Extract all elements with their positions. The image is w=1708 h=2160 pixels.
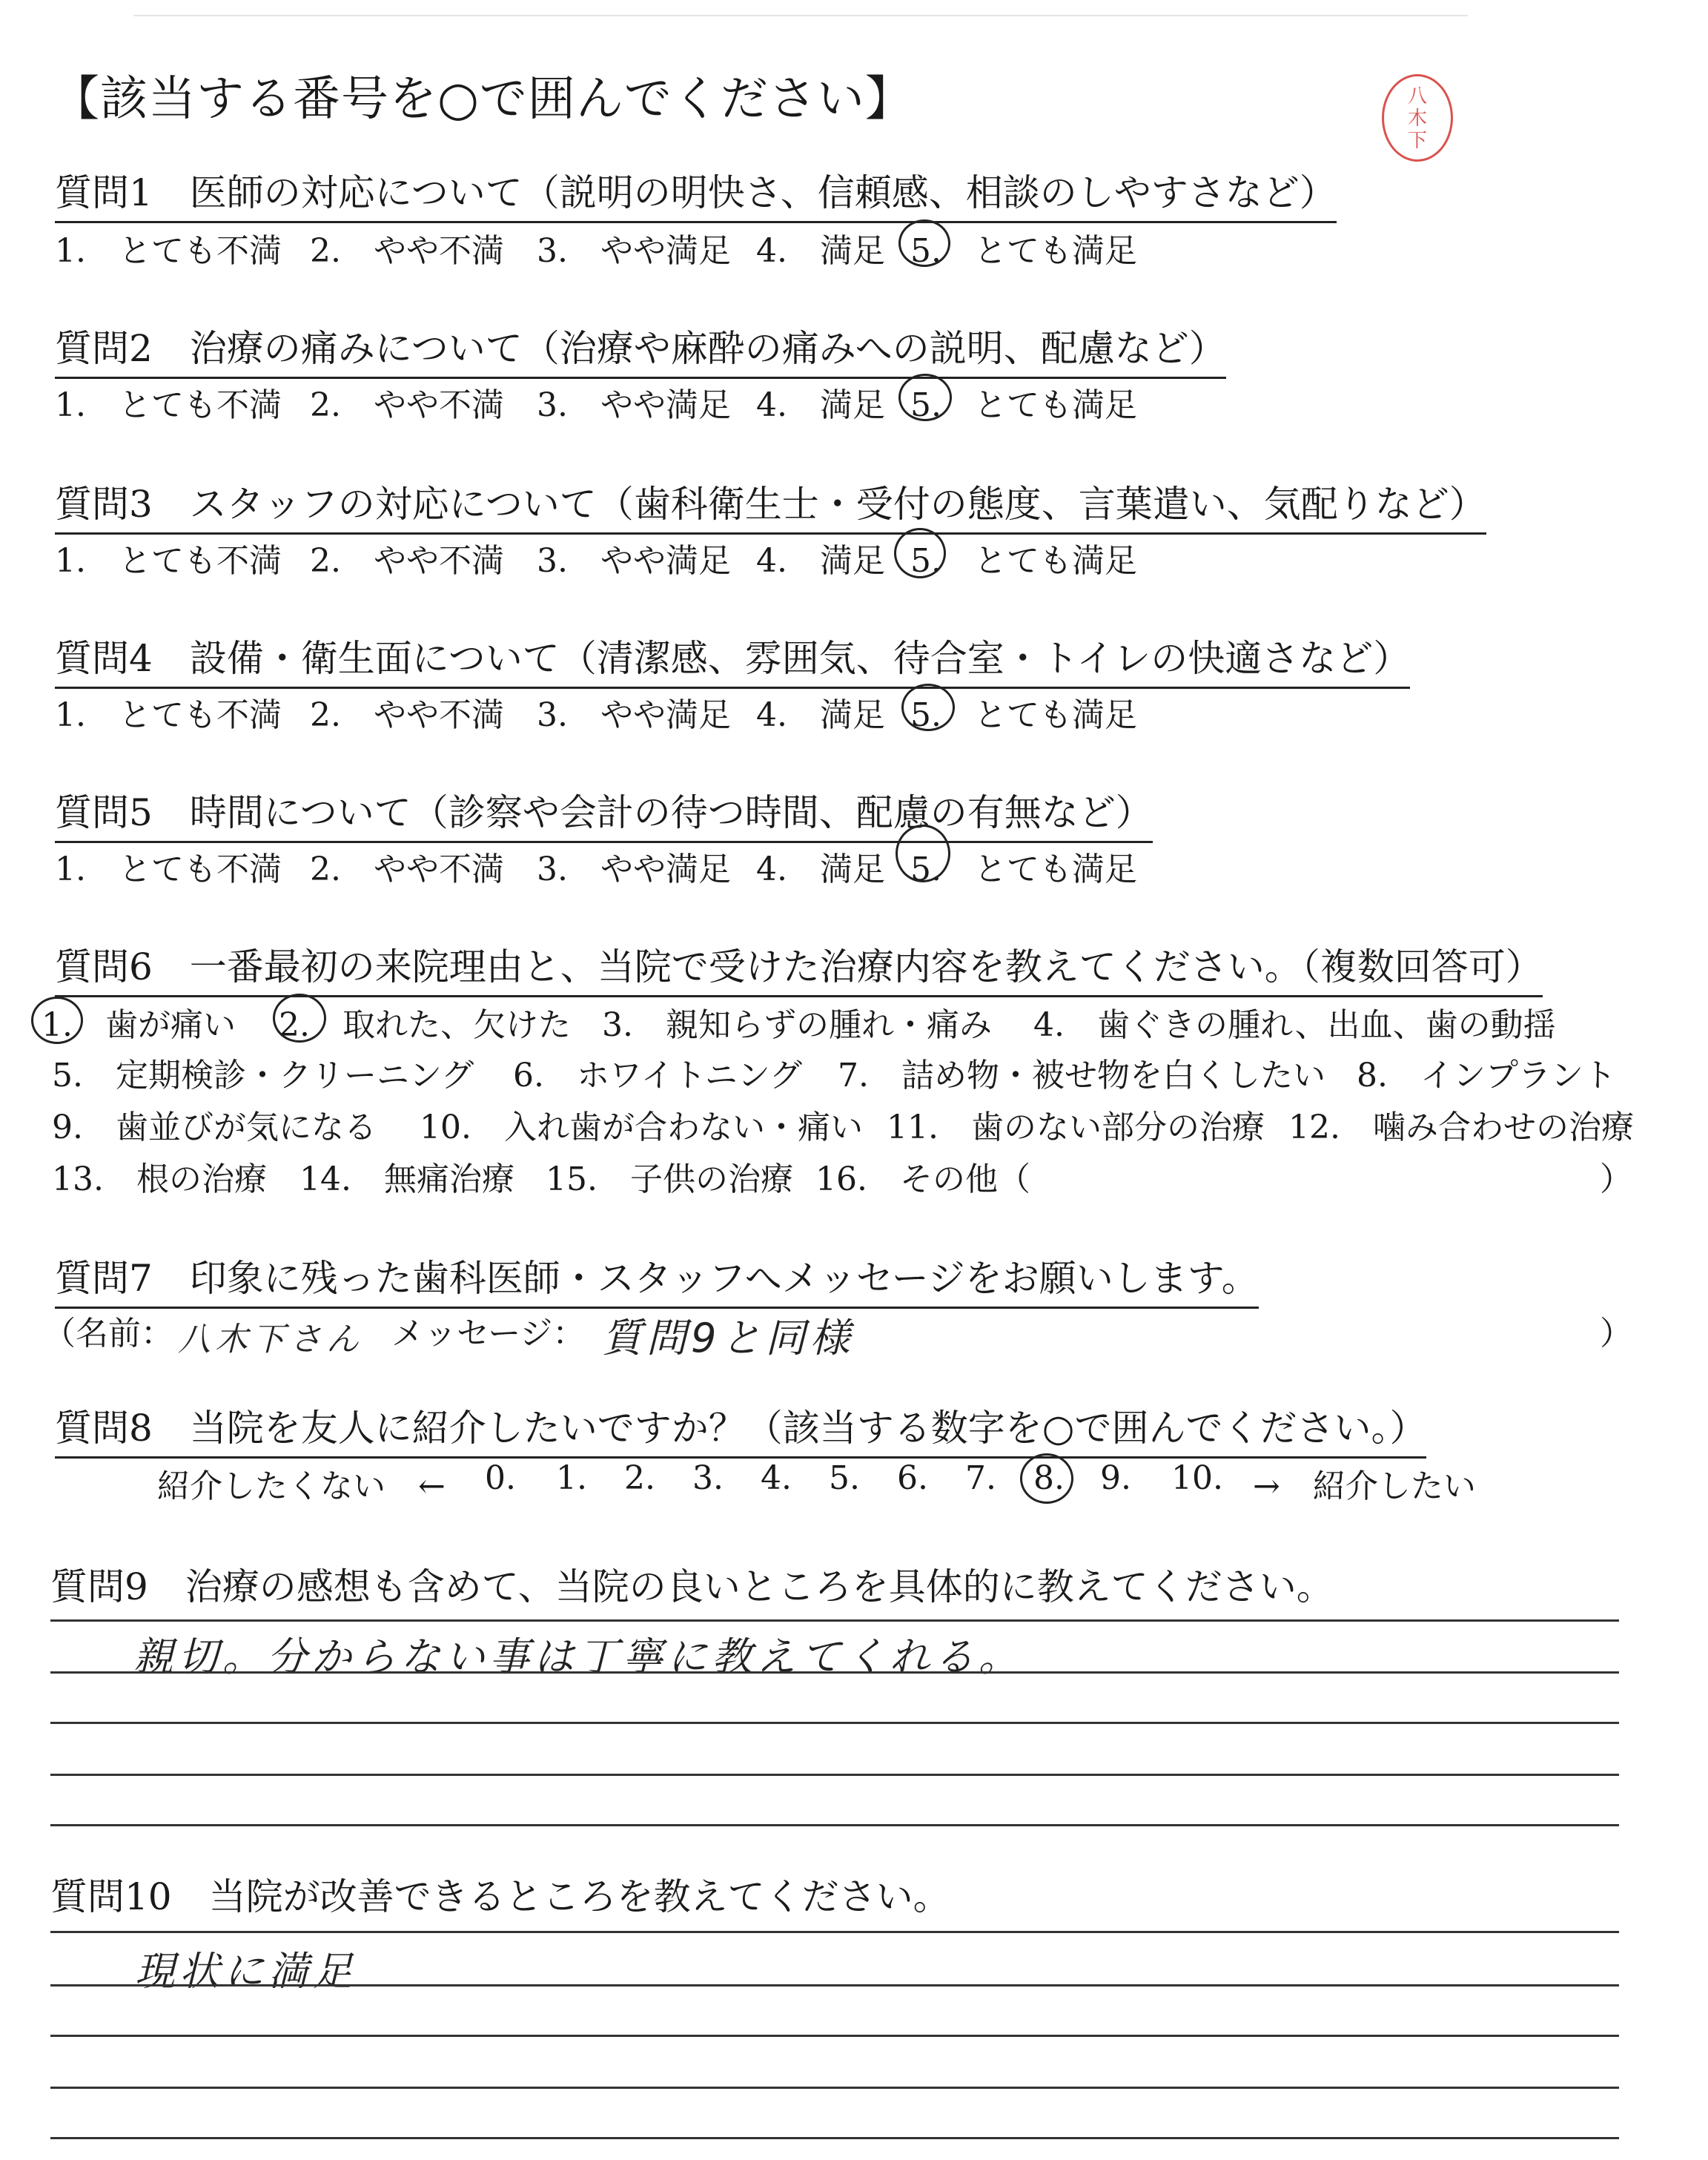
q6-option-2[interactable]: 2. 取れた、欠けた: [279, 1006, 571, 1044]
q8-option-4[interactable]: 4.: [761, 1459, 792, 1497]
q5-selected-circle: [896, 825, 950, 882]
q6-option-4[interactable]: 4. 歯ぐきの腫れ、出血、歯の動揺: [1033, 1006, 1556, 1044]
name-stamp: 八木下: [1382, 74, 1453, 162]
q10-answer-line-4: [50, 2087, 1619, 2089]
page-title: 【該当する番号を○で囲んでください】: [52, 72, 913, 127]
q8-option-1[interactable]: 1.: [556, 1459, 587, 1497]
q6-other-close: ）: [1600, 1160, 1632, 1198]
q4-option-3[interactable]: 3. やや満足: [537, 696, 731, 734]
q7-close-paren: ）: [1600, 1315, 1632, 1353]
q2-selected-circle: [898, 374, 952, 421]
q9-answer-line-2: [50, 1671, 1619, 1674]
question-1: 質問1 医師の対応について（説明の明快さ、信頼感、相談のしやすさなど）: [55, 163, 1337, 223]
q4-selected-circle: [901, 684, 955, 731]
q7-message-value[interactable]: 質問9と同様: [602, 1315, 855, 1361]
q6-option-10[interactable]: 10. 入れ歯が合わない・痛い: [420, 1109, 863, 1146]
q8-option-5[interactable]: 5.: [829, 1459, 860, 1497]
q3-option-4[interactable]: 4. 満足: [756, 542, 885, 580]
q1-option-5[interactable]: 5. とても満足: [910, 232, 1137, 270]
q6-option-9[interactable]: 9. 歯並びが気になる: [52, 1109, 377, 1146]
q9-answer-line-3: [50, 1722, 1619, 1724]
q6-option-7[interactable]: 7. 詰め物・被せ物を白くしたい: [838, 1057, 1325, 1094]
q3-option-3[interactable]: 3. やや満足: [537, 542, 731, 580]
q6-option-11[interactable]: 11. 歯のない部分の治療: [887, 1109, 1265, 1146]
top-border: [133, 15, 1468, 16]
q7-name-label: （名前：: [43, 1315, 173, 1353]
q3-option-1[interactable]: 1. とても不満: [55, 542, 282, 580]
q7-message-label: メッセージ：: [391, 1315, 586, 1353]
question-2: 質問2 治療の痛みについて（治療や麻酔の痛みへの説明、配慮など）: [55, 319, 1226, 379]
q6-option-5[interactable]: 5. 定期検診・クリーニング: [52, 1057, 474, 1094]
q6-option-15[interactable]: 15. 子供の治療: [546, 1160, 793, 1198]
q4-option-2[interactable]: 2. やや不満: [310, 696, 504, 734]
question-6: 質問6 一番最初の来院理由と、当院で受けた治療内容を教えてください。（複数回答可）: [55, 937, 1543, 997]
q3-option-5[interactable]: 5. とても満足: [910, 542, 1137, 580]
q5-option-3[interactable]: 3. やや満足: [537, 851, 731, 888]
question-9: 質問9 治療の感想も含めて、当院の良いところを具体的に教えてください。: [50, 1565, 1334, 1608]
q1-option-4[interactable]: 4. 満足: [756, 232, 885, 270]
q8-left-label: 紹介したくない ←: [157, 1467, 446, 1505]
q6-option-14[interactable]: 14. 無痛治療: [299, 1160, 514, 1198]
q1-option-1[interactable]: 1. とても不満: [55, 232, 282, 270]
question-10: 質問10 当院が改善できるところを教えてください。: [50, 1875, 950, 1918]
q5-option-2[interactable]: 2. やや不満: [310, 851, 504, 888]
q6-option-8[interactable]: 8. インプラント: [1357, 1057, 1616, 1094]
question-7: 質問7 印象に残った歯科医師・スタッフへメッセージをお願いします。: [55, 1249, 1259, 1309]
q9-answer-line-5: [50, 1824, 1619, 1826]
q8-selected-circle: [1020, 1453, 1073, 1504]
q10-answer-line-5: [50, 2137, 1619, 2139]
q5-option-5[interactable]: 5. とても満足: [910, 851, 1137, 888]
q6-option-13[interactable]: 13. 根の治療: [52, 1160, 267, 1198]
q2-option-5[interactable]: 5. とても満足: [910, 386, 1137, 424]
q6-option-12[interactable]: 12. 噛み合わせの治療: [1288, 1109, 1634, 1146]
q6-selected-circle-1: [31, 997, 83, 1044]
q2-option-4[interactable]: 4. 満足: [756, 386, 885, 424]
q8-option-8[interactable]: 8.: [1033, 1459, 1065, 1497]
q5-option-1[interactable]: 1. とても不満: [55, 851, 282, 888]
q4-option-1[interactable]: 1. とても不満: [55, 696, 282, 734]
q9-answer-line-4: [50, 1774, 1619, 1776]
q9-answer-line-1: [50, 1619, 1619, 1622]
q2-option-1[interactable]: 1. とても不満: [55, 386, 282, 424]
q1-option-2[interactable]: 2. やや不満: [310, 232, 504, 270]
q6-option-1[interactable]: 1. 歯が痛い: [42, 1006, 236, 1044]
q8-option-9[interactable]: 9.: [1100, 1459, 1131, 1497]
q8-option-6[interactable]: 6.: [897, 1459, 928, 1497]
q10-answer-line-3: [50, 2035, 1619, 2037]
q6-option-6[interactable]: 6. ホワイトニング: [513, 1057, 803, 1094]
q4-option-5[interactable]: 5. とても満足: [910, 696, 1137, 734]
q1-selected-circle: [898, 219, 950, 267]
q9-answer[interactable]: 親切。分からない事は丁寧に教えてくれる。: [133, 1634, 1023, 1680]
question-8: 質問8 当院を友人に紹介したいですか？（該当する数字を○で囲んでください。）: [55, 1398, 1426, 1459]
q3-selected-circle: [894, 528, 946, 578]
q6-option-16[interactable]: 16. その他（: [815, 1160, 1030, 1198]
q8-option-0[interactable]: 0.: [485, 1459, 516, 1497]
q2-option-3[interactable]: 3. やや満足: [537, 386, 731, 424]
q2-option-2[interactable]: 2. やや不満: [310, 386, 504, 424]
q3-option-2[interactable]: 2. やや不満: [310, 542, 504, 580]
q8-option-2[interactable]: 2.: [624, 1459, 655, 1497]
q4-option-4[interactable]: 4. 満足: [756, 696, 885, 734]
q1-option-3[interactable]: 3. やや満足: [537, 232, 731, 270]
question-4: 質問4 設備・衛生面について（清潔感、雰囲気、待合室・トイレの快適さなど）: [55, 629, 1410, 689]
question-5: 質問5 時間について（診察や会計の待つ時間、配慮の有無など）: [55, 783, 1153, 843]
q7-name-value[interactable]: 八木下さん: [178, 1321, 363, 1358]
q6-option-3[interactable]: 3. 親知らずの腫れ・痛み: [602, 1006, 992, 1044]
q6-selected-circle-2: [273, 994, 326, 1043]
q10-answer[interactable]: 現状に満足: [135, 1948, 357, 1995]
q5-option-4[interactable]: 4. 満足: [756, 851, 885, 888]
q8-option-7[interactable]: 7.: [965, 1459, 996, 1497]
q8-option-10[interactable]: 10.: [1171, 1459, 1223, 1497]
q10-answer-line-1: [50, 1931, 1619, 1933]
q8-option-3[interactable]: 3.: [692, 1459, 724, 1497]
q8-right-label: → 紹介したい: [1253, 1467, 1476, 1505]
q10-answer-line-2: [50, 1984, 1619, 1986]
question-3: 質問3 スタッフの対応について（歯科衛生士・受付の態度、言葉遣い、気配りなど）: [55, 475, 1486, 535]
